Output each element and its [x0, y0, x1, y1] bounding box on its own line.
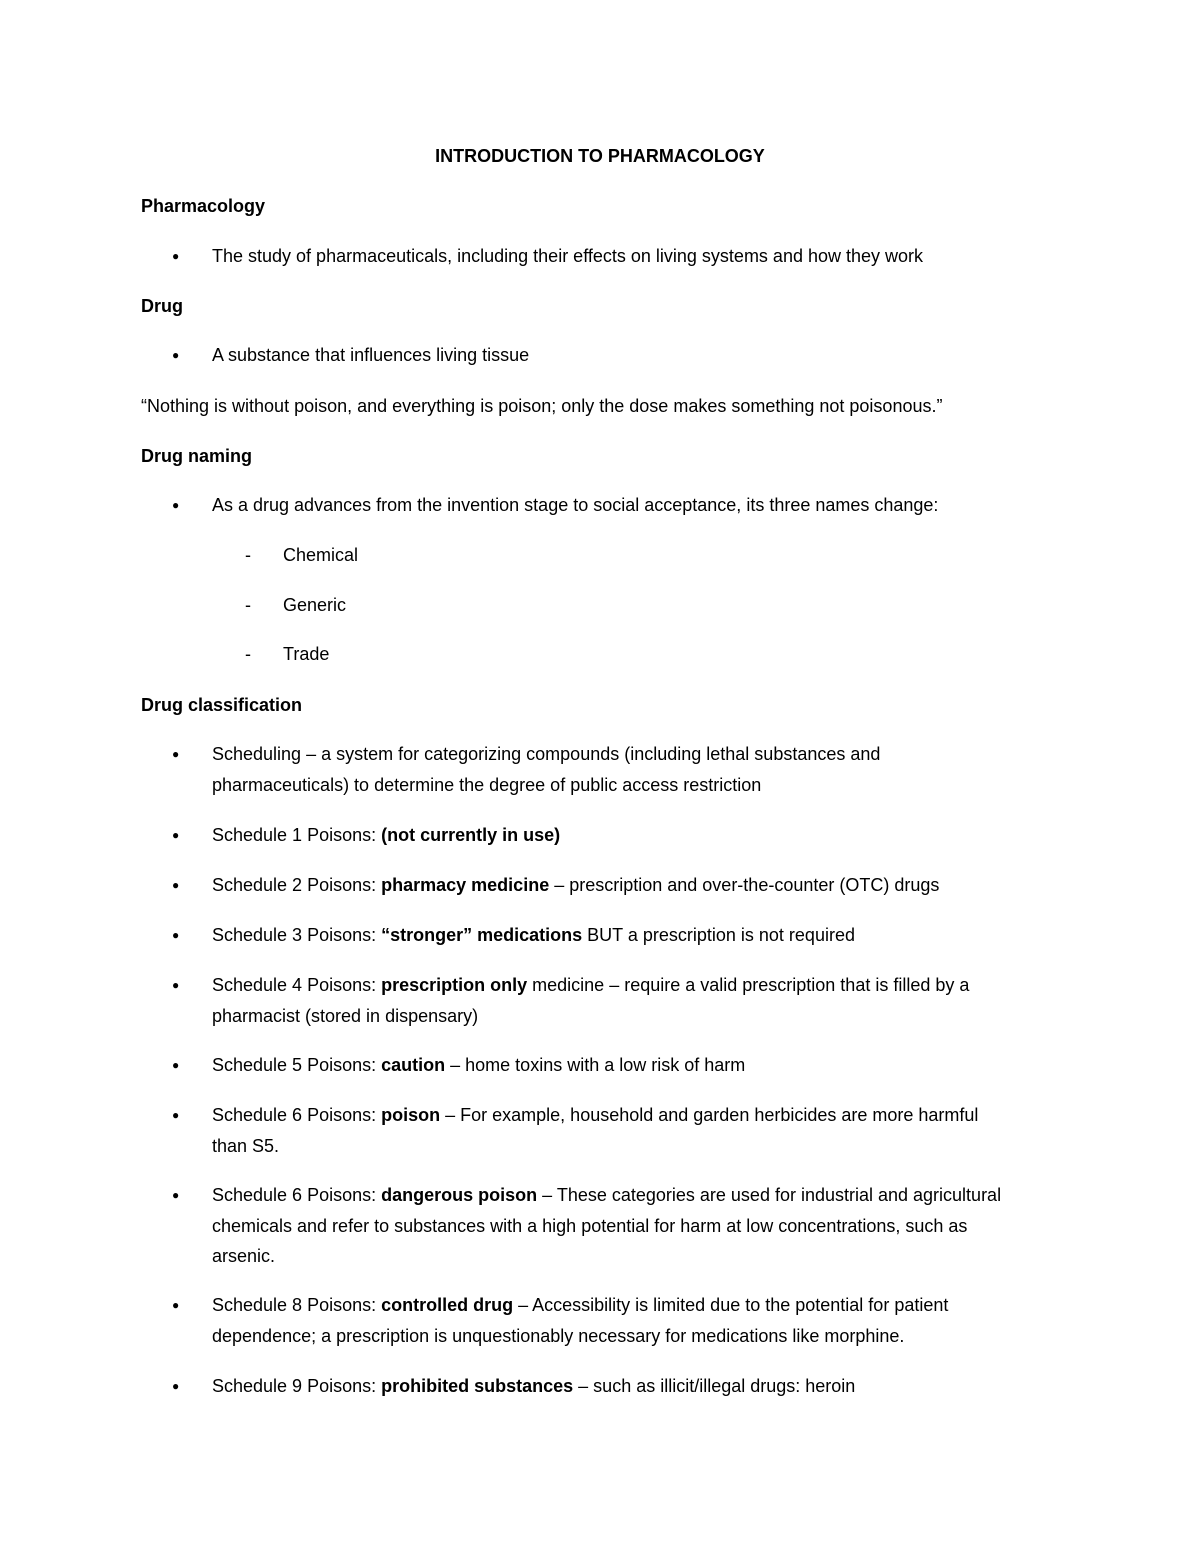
list-item-schedule-3: Schedule 3 Poisons: “stronger” medications BUT a prescription is not required: [212, 925, 855, 945]
bullet-icon: ●: [172, 1379, 180, 1393]
bullet-icon: ●: [172, 1298, 180, 1312]
heading-pharmacology: Pharmacology: [141, 196, 266, 216]
bullet-icon: ●: [172, 348, 180, 362]
list-item-schedule-1: Schedule 1 Poisons: (not currently in use): [212, 825, 561, 845]
dash-marker: -: [245, 644, 251, 664]
bullet-icon: ●: [172, 1188, 180, 1202]
list-item-schedule-8: Schedule 8 Poisons: controlled drug – Accessibility is limited due to the potential for patient dependence; a prescription is unquestionably necessary for medications like morphine.: [212, 1295, 949, 1346]
list-item-schedule-5: Schedule 5 Poisons: caution – home toxins with a low risk of harm: [212, 1055, 746, 1075]
heading-drug-classification: Drug classification: [141, 695, 303, 715]
heading-drug: Drug: [141, 296, 183, 316]
dash-marker: -: [245, 545, 251, 565]
bullet-icon: ●: [172, 978, 180, 992]
list-item-schedule-6: Schedule 6 Poisons: poison – For example, household and garden herbicides are more harmful than S5.: [212, 1105, 979, 1156]
dash-marker: -: [245, 595, 251, 615]
list-item: A substance that influences living tissue: [212, 345, 530, 365]
name-item: Chemical: [283, 545, 359, 565]
list-item-scheduling: Scheduling – a system for categorizing compounds (including lethal substances and pharmaceuticals) to determine the degree of public access restriction: [212, 744, 881, 795]
bullet-icon: ●: [172, 1108, 180, 1122]
bullet-icon: ●: [172, 1058, 180, 1072]
bullet-icon: ●: [172, 928, 180, 942]
bullet-icon: ●: [172, 828, 180, 842]
list-item: As a drug advances from the invention stage to social acceptance, its three names change:: [212, 495, 939, 515]
bullet-icon: ●: [172, 498, 180, 512]
list-item-schedule-2: Schedule 2 Poisons: pharmacy medicine – prescription and over-the-counter (OTC) drugs: [212, 875, 940, 895]
heading-drug-naming: Drug naming: [141, 446, 252, 466]
name-item: Generic: [283, 595, 347, 615]
name-item: Trade: [283, 644, 330, 664]
bullet-icon: ●: [172, 249, 180, 263]
page-title: INTRODUCTION TO PHARMACOLOGY: [435, 146, 765, 166]
bullet-icon: ●: [172, 747, 180, 761]
quote: “Nothing is without poison, and everything is poison; only the dose makes something not poisonous.”: [141, 396, 943, 416]
list-item-schedule-6-dangerous: Schedule 6 Poisons: dangerous poison – These categories are used for industrial and agricultural chemicals and refer to substances with a high potential for harm at low concentrations, such as arsenic.: [212, 1185, 1002, 1266]
bullet-icon: ●: [172, 878, 180, 892]
list-item-schedule-9: Schedule 9 Poisons: prohibited substances – such as illicit/illegal drugs: heroin: [212, 1376, 856, 1396]
list-item-schedule-4: Schedule 4 Poisons: prescription only medicine – require a valid prescription that is filled by a pharmacist (stored in dispensary): [212, 975, 970, 1026]
list-item: The study of pharmaceuticals, including their effects on living systems and how they work: [212, 246, 924, 266]
